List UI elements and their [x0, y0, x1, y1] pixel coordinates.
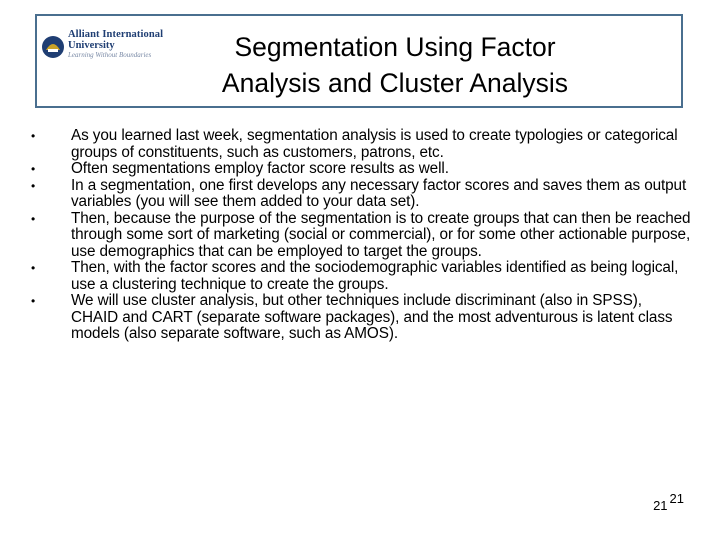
slide-number	[653, 491, 684, 513]
bullet-item	[31, 178, 691, 211]
slide-title-line2: Analysis and Cluster Analysis	[221, 67, 569, 98]
bullet-marker: •	[31, 162, 36, 176]
bullet-text: We will use cluster analysis, but other techniques include discriminant (also in SPSS), CHAID and CART (separate software packages), and the most adventurous is latent class models (also separate software, such as AMOS).	[71, 292, 673, 342]
bullet-text: Then, because the purpose of the segmentation is to create groups that can then be reached through some sort of marketing (social or commercial), or for some other actionable purpose, use demographics that can be employed to target the groups.	[71, 209, 691, 260]
bullet-marker: •	[31, 294, 36, 308]
logo-line2: University	[68, 39, 115, 51]
logo-line1: Alliant International	[68, 29, 164, 40]
bullet-marker: •	[31, 211, 36, 226]
university-seal-icon	[40, 34, 66, 60]
bullet-item	[31, 161, 691, 178]
bullet-item	[31, 260, 691, 293]
slide-number-primary: 21	[653, 498, 668, 513]
logo-wordmark	[68, 30, 163, 59]
bullet-item	[31, 293, 691, 343]
bullet-text: Often segmentations employ factor score results as well.	[71, 160, 449, 177]
bullet-marker: •	[31, 178, 36, 193]
slide-title-line1: Segmentation Using Factor	[234, 32, 556, 62]
slide-title	[175, 30, 615, 102]
bullet-item	[31, 211, 691, 261]
bullet-item	[31, 128, 691, 161]
logo-tagline: Learning Without Boundaries	[68, 51, 152, 59]
bullet-marker: •	[31, 261, 36, 275]
bullet-text: As you learned last week, segmentation analysis is used to create typologies or categorical groups of constituents, such as customers, patrons, etc.	[71, 127, 678, 161]
bullet-text: In a segmentation, one first develops any necessary factor scores and saves them as output variables (you will see them added to your data set).	[71, 176, 687, 210]
bullet-text: Then, with the factor scores and the sociodemographic variables identified as being logical, use a clustering technique to create the groups.	[71, 259, 679, 293]
university-logo	[40, 30, 170, 66]
bullet-list	[31, 128, 691, 343]
slide-number-secondary: 21	[669, 491, 684, 506]
bullet-marker: •	[31, 129, 36, 143]
